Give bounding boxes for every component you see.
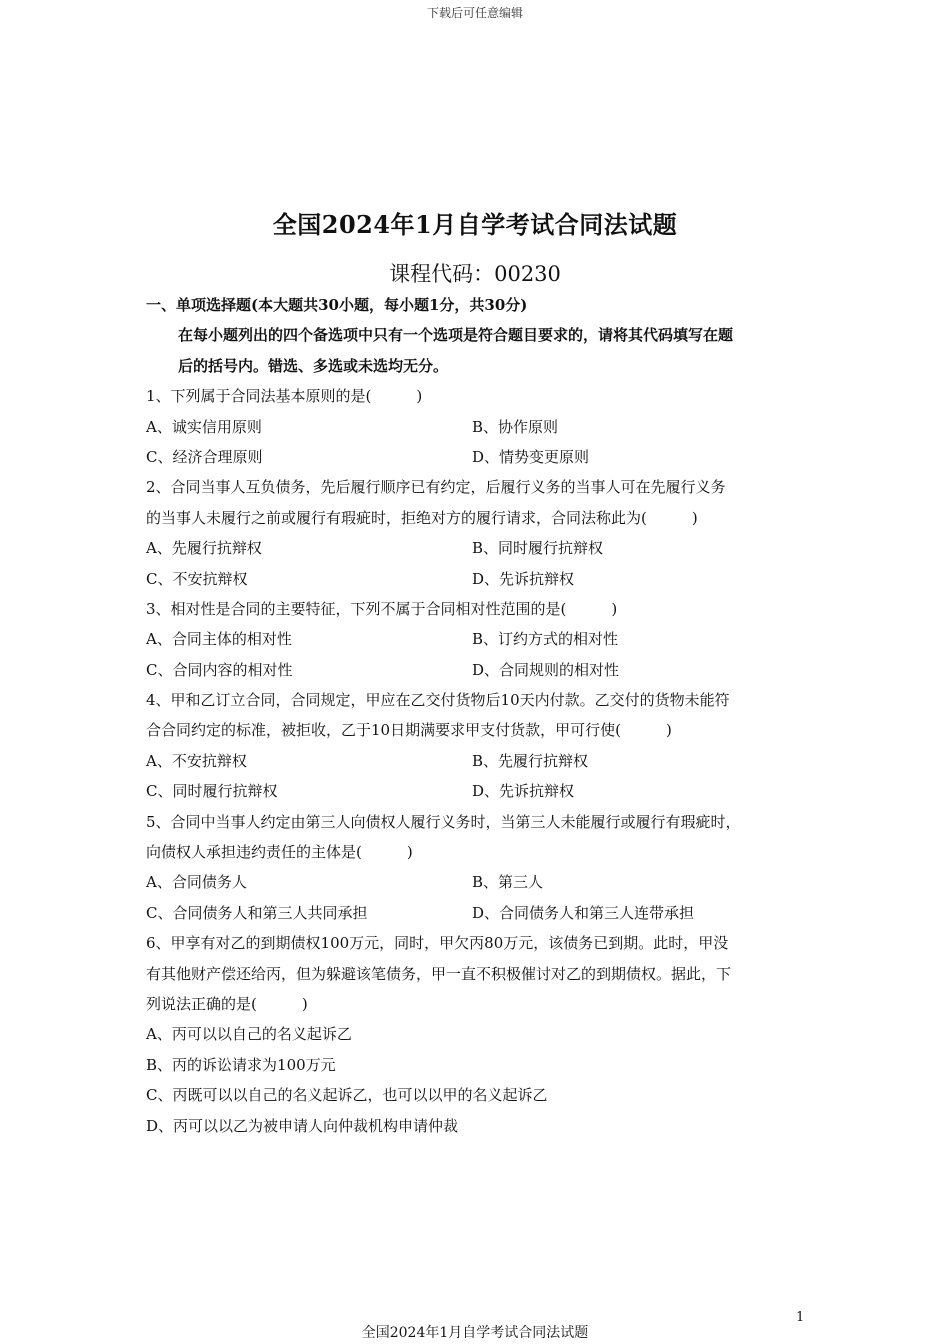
option-c: C、同时履行抗辩权 bbox=[146, 782, 278, 801]
option-row bbox=[146, 776, 821, 806]
question-stem-line: 3、相对性是合同的主要特征，下列不属于合同相对性范围的是( ) bbox=[146, 599, 618, 618]
option-row bbox=[146, 898, 821, 928]
question-stem-line: 向债权人承担违约责任的主体是( ) bbox=[146, 843, 413, 862]
option-d: D、先诉抗辩权 bbox=[472, 782, 575, 801]
page-footer: 全国2024年1月自学考试合同法试题 bbox=[361, 1325, 589, 1341]
option-d: D、合同债务人和第三人连带承担 bbox=[472, 903, 695, 922]
question-stem-line: 的当事人未履行之前或履行有瑕疵时，拒绝对方的履行请求，合同法称此为( ) bbox=[146, 508, 698, 527]
option-row bbox=[146, 412, 821, 442]
option-a: A、诚实信用原则 bbox=[146, 417, 262, 436]
option-a: A、丙可以以自己的名义起诉乙 bbox=[146, 1025, 352, 1044]
option-d: D、情势变更原则 bbox=[472, 447, 590, 466]
option-b: B、丙的诉讼请求为100万元 bbox=[146, 1055, 336, 1074]
question-stem-line: 6、甲享有对乙的到期债权100万元，同时，甲欠丙80万元，该债务已到期。此时，甲没 bbox=[146, 934, 729, 953]
option-b: B、先履行抗辩权 bbox=[472, 751, 589, 770]
option-row bbox=[146, 533, 821, 563]
option-d: D、先诉抗辩权 bbox=[472, 569, 575, 588]
option-a: A、不安抗辩权 bbox=[146, 751, 247, 770]
option-row bbox=[146, 867, 821, 897]
question-stem-line: 2、合同当事人互负债务，先后履行顺序已有约定，后履行义务的当事人可在先履行义务 bbox=[146, 478, 726, 497]
option-a: A、合同主体的相对性 bbox=[146, 630, 292, 649]
option-b: B、订约方式的相对性 bbox=[472, 630, 619, 649]
option-row bbox=[146, 442, 821, 472]
exam-content bbox=[146, 290, 821, 1141]
question-stem-line: 4、甲和乙订立合同，合同规定，甲应在乙交付货物后10天内付款。乙交付的货物未能符 bbox=[146, 691, 730, 710]
option-a: A、先履行抗辩权 bbox=[146, 539, 262, 558]
header-note: 下载后可任意编辑 bbox=[426, 6, 523, 20]
question-3 bbox=[146, 594, 821, 685]
option-a: A、合同债务人 bbox=[146, 873, 247, 892]
option-b: B、协作原则 bbox=[472, 417, 559, 436]
section-instruction-line: 后的括号内。错选、多选或未选均无分。 bbox=[178, 356, 449, 375]
option-c: C、合同内容的相对性 bbox=[146, 660, 293, 679]
option-d: D、丙可以以乙为被申请人向仲裁机构申请仲裁 bbox=[146, 1116, 459, 1135]
course-code: 课程代码：00230 bbox=[389, 262, 561, 286]
question-stem-line: 1、下列属于合同法基本原则的是( ) bbox=[146, 387, 423, 406]
question-6 bbox=[146, 928, 821, 1141]
question-2 bbox=[146, 472, 821, 594]
question-stem-line: 有其他财产偿还给丙，但为躲避该笔债务，甲一直不积极催讨对乙的到期债权。据此，下 bbox=[146, 964, 732, 983]
question-stem-line: 合合同约定的标准，被拒收，乙于10日期满要求甲支付货款，甲可行使( ) bbox=[146, 721, 672, 740]
question-stem-line: 5、合同中当事人约定由第三人向债权人履行义务时，当第三人未能履行或履行有瑕疵时， bbox=[146, 812, 741, 831]
page-number: 1 bbox=[796, 1310, 805, 1325]
page-title: 全国2024年1月自学考试合同法试题 bbox=[272, 210, 678, 239]
option-c: C、合同债务人和第三人共同承担 bbox=[146, 903, 368, 922]
section-heading: 一、单项选择题(本大题共30小题，每小题1分，共30分) bbox=[146, 296, 528, 314]
option-row bbox=[146, 655, 821, 685]
option-row bbox=[146, 624, 821, 654]
option-row bbox=[146, 746, 821, 776]
question-1 bbox=[146, 381, 821, 472]
option-c: C、丙既可以以自己的名义起诉乙，也可以以甲的名义起诉乙 bbox=[146, 1086, 548, 1105]
question-stem-line: 列说法正确的是( ) bbox=[146, 994, 308, 1013]
question-5 bbox=[146, 807, 821, 929]
option-c: C、不安抗辩权 bbox=[146, 569, 248, 588]
section-instruction-line: 在每小题列出的四个备选项中只有一个选项是符合题目要求的，请将其代码填写在题 bbox=[178, 326, 734, 345]
option-b: B、第三人 bbox=[472, 873, 544, 892]
option-d: D、合同规则的相对性 bbox=[472, 660, 620, 679]
option-c: C、经济合理原则 bbox=[146, 447, 263, 466]
question-4 bbox=[146, 685, 821, 807]
option-b: B、同时履行抗辩权 bbox=[472, 539, 604, 558]
option-row bbox=[146, 564, 821, 594]
